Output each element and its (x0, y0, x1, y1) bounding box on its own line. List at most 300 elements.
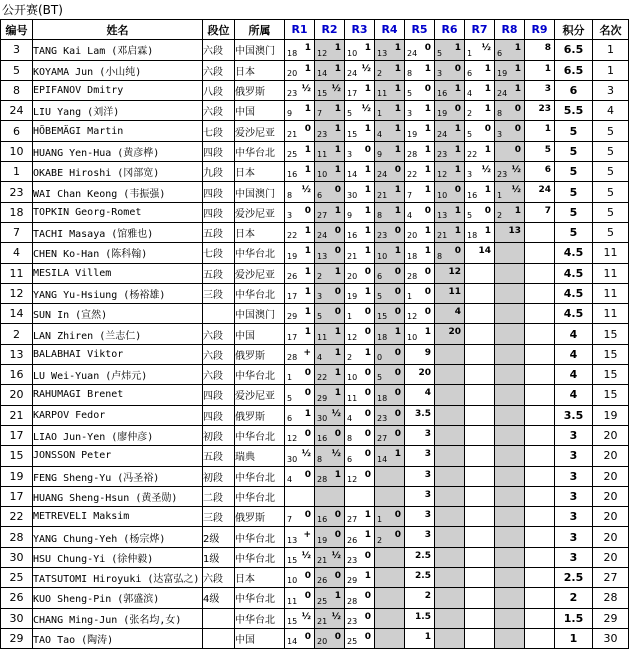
player-region: 中华台北 (235, 243, 285, 263)
player-rank: 1 (593, 40, 629, 60)
round-9-result (525, 568, 555, 588)
round-score: 3 (424, 510, 431, 521)
round-score: 14 (478, 246, 491, 257)
player-rank: 28 (593, 588, 629, 608)
player-points: 4.5 (555, 304, 593, 324)
opponent-number: 11 (287, 596, 298, 606)
round-2-result (315, 628, 345, 648)
round-1-result (285, 547, 315, 567)
round-score: 5 (544, 144, 551, 155)
round-2-result (315, 608, 345, 628)
round-score: 0 (514, 144, 521, 155)
player-points: 4 (555, 365, 593, 385)
player-name: TATSUTOMI Hiroyuki (达富弘之) (33, 568, 203, 588)
player-rank: 20 (593, 507, 629, 527)
round-score: 0 (364, 307, 371, 318)
table-row (1, 222, 629, 242)
player-name: KARPOV Fedor (33, 405, 203, 425)
round-9-result (525, 202, 555, 222)
round-3-result (345, 405, 375, 425)
round-score: ½ (301, 449, 311, 460)
round-score: 1 (334, 165, 341, 176)
opponent-number: 10 (347, 48, 358, 58)
round-score: 0 (364, 327, 371, 338)
opponent-number: 9 (377, 150, 383, 160)
round-3-result (345, 222, 375, 242)
round-score: 0 (304, 388, 311, 399)
round-5-result (405, 344, 435, 364)
round-6-result (435, 385, 465, 405)
round-6-result (435, 162, 465, 182)
round-8-result (495, 243, 525, 263)
opponent-number: 18 (467, 231, 478, 241)
opponent-number: 11 (317, 150, 328, 160)
opponent-number: 23 (317, 129, 328, 139)
round-4-result (375, 466, 405, 486)
round-9-result (525, 425, 555, 445)
opponent-number: 3 (467, 170, 473, 180)
opponent-number: 27 (377, 434, 388, 444)
round-1-result (285, 60, 315, 80)
table-row (1, 162, 629, 182)
round-7-result (465, 425, 495, 445)
round-score: 1 (514, 43, 521, 54)
player-rank: 15 (593, 324, 629, 344)
player-name: YANG Yu-Hsiung (杨裕雄) (33, 283, 203, 303)
round-1-result (285, 608, 315, 628)
round-7-result (465, 40, 495, 60)
round-score: 9 (424, 347, 431, 358)
table-row (1, 527, 629, 547)
opponent-number: 28 (317, 474, 328, 484)
round-score: 0 (394, 266, 401, 277)
round-2-result (315, 446, 345, 466)
round-score: 1 (394, 144, 401, 155)
round-3-result (345, 344, 375, 364)
table-row (1, 568, 629, 588)
round-score: 0 (394, 388, 401, 399)
player-rank: 20 (593, 425, 629, 445)
player-points: 4.5 (555, 263, 593, 283)
player-name: LIAO Jun-Yen (廖仲彦) (33, 425, 203, 445)
round-score: 0 (514, 124, 521, 135)
round-score: 1 (454, 43, 461, 54)
player-rank: 1 (593, 60, 629, 80)
player-region: 中华台北 (235, 466, 285, 486)
round-5-result (405, 628, 435, 648)
table-row (1, 365, 629, 385)
round-score: 1 (334, 43, 341, 54)
round-6-result (435, 304, 465, 324)
round-score: 1 (394, 449, 401, 460)
player-duan: 六段 (203, 324, 235, 344)
table-row (1, 446, 629, 466)
round-3-result (345, 60, 375, 80)
table-row (1, 466, 629, 486)
table-row (1, 283, 629, 303)
round-score: + (303, 347, 311, 358)
round-4-result (375, 263, 405, 283)
player-points: 6 (555, 80, 593, 100)
player-points: 3.5 (555, 405, 593, 425)
player-duan: 五段 (203, 446, 235, 466)
round-3-result (345, 466, 375, 486)
opponent-number: 21 (317, 556, 328, 566)
round-score: 3.5 (415, 408, 431, 419)
round-7-result (465, 365, 495, 385)
round-score: 1 (334, 469, 341, 480)
header-points: 积分 (555, 20, 593, 40)
round-4-result (375, 344, 405, 364)
opponent-number: 21 (437, 231, 448, 241)
round-6-result (435, 263, 465, 283)
round-2-result (315, 243, 345, 263)
round-2-result (315, 344, 345, 364)
player-id: 3 (1, 40, 33, 60)
round-score: 1 (364, 43, 371, 54)
player-id: 23 (1, 182, 33, 202)
opponent-number: 4 (347, 413, 353, 423)
round-1-result (285, 243, 315, 263)
round-8-result (495, 385, 525, 405)
round-score: 0 (364, 611, 371, 622)
player-rank: 11 (593, 243, 629, 263)
opponent-number: 12 (287, 434, 298, 444)
round-6-result (435, 202, 465, 222)
player-points: 1 (555, 628, 593, 648)
round-score: 1 (304, 104, 311, 115)
round-4-result (375, 283, 405, 303)
round-9-result (525, 60, 555, 80)
opponent-number: 18 (377, 393, 388, 403)
player-id: 5 (1, 60, 33, 80)
round-score: 2.5 (415, 571, 431, 582)
round-score: 1 (394, 63, 401, 74)
round-score: 1 (364, 510, 371, 521)
opponent-number: 5 (287, 393, 293, 403)
opponent-number: 22 (467, 150, 478, 160)
player-duan: 五段 (203, 222, 235, 242)
round-9-result (525, 466, 555, 486)
opponent-number: 5 (437, 48, 443, 58)
round-score: 1 (394, 185, 401, 196)
round-5-result (405, 385, 435, 405)
opponent-number: 12 (407, 312, 418, 322)
round-5-result (405, 202, 435, 222)
standings-table (0, 19, 629, 649)
round-score: 1 (304, 246, 311, 257)
opponent-number: 13 (317, 251, 328, 261)
opponent-number: 26 (287, 271, 298, 281)
opponent-number: 12 (317, 48, 328, 58)
opponent-number: 8 (287, 190, 293, 200)
round-score: 1 (304, 327, 311, 338)
opponent-number: 3 (287, 210, 293, 220)
opponent-number: 4 (287, 474, 293, 484)
round-9-result (525, 324, 555, 344)
round-7-result (465, 243, 495, 263)
player-rank: 20 (593, 446, 629, 466)
player-id: 17 (1, 425, 33, 445)
opponent-number: 1 (347, 312, 353, 322)
round-9-result (525, 628, 555, 648)
round-score: 0 (364, 550, 371, 561)
round-3-result (345, 162, 375, 182)
player-points: 1.5 (555, 608, 593, 628)
player-duan: 三段 (203, 283, 235, 303)
player-points: 3 (555, 425, 593, 445)
round-score: 1 (304, 63, 311, 74)
opponent-number: 23 (377, 231, 388, 241)
round-1-result (285, 101, 315, 121)
opponent-number: 1 (377, 515, 383, 525)
round-1-result (285, 222, 315, 242)
player-region: 中国 (235, 101, 285, 121)
opponent-number: 18 (377, 332, 388, 342)
round-4-result (375, 588, 405, 608)
table-row (1, 40, 629, 60)
opponent-number: 14 (347, 170, 358, 180)
table-row (1, 324, 629, 344)
opponent-number: 20 (407, 231, 418, 241)
opponent-number: 6 (377, 271, 383, 281)
round-5-result (405, 304, 435, 324)
opponent-number: 19 (347, 292, 358, 302)
round-score: 1 (304, 43, 311, 54)
round-3-result (345, 283, 375, 303)
opponent-number: 14 (287, 637, 298, 647)
round-score: 1 (364, 124, 371, 135)
player-name: EPIFANOV Dmitry (33, 80, 203, 100)
opponent-number: 5 (317, 312, 323, 322)
round-6-result (435, 121, 465, 141)
round-2-result (315, 507, 345, 527)
round-5-result (405, 568, 435, 588)
round-2-result (315, 466, 345, 486)
opponent-number: 10 (407, 332, 418, 342)
round-score: 0 (424, 266, 431, 277)
round-score: 1 (364, 347, 371, 358)
round-5-result (405, 507, 435, 527)
round-score: 0 (394, 347, 401, 358)
opponent-number: 24 (497, 89, 508, 99)
round-3-result (345, 446, 375, 466)
round-5-result (405, 486, 435, 506)
player-id: 26 (1, 588, 33, 608)
round-6-result (435, 344, 465, 364)
round-4-result (375, 222, 405, 242)
round-score: 1.5 (415, 611, 431, 622)
header-rank: 名次 (593, 20, 629, 40)
round-1-result (285, 628, 315, 648)
round-1-result (285, 385, 315, 405)
round-5-result (405, 121, 435, 141)
round-score: 1 (394, 124, 401, 135)
round-7-result (465, 486, 495, 506)
opponent-number: 20 (347, 271, 358, 281)
round-score: 7 (544, 205, 551, 216)
player-points: 5 (555, 222, 593, 242)
player-rank: 20 (593, 486, 629, 506)
player-points: 4.5 (555, 243, 593, 263)
table-row (1, 182, 629, 202)
player-duan: 二段 (203, 486, 235, 506)
round-score: 0 (394, 368, 401, 379)
round-3-result (345, 182, 375, 202)
round-score: 0 (304, 124, 311, 135)
opponent-number: 15 (317, 89, 328, 99)
round-score: 1 (454, 144, 461, 155)
player-rank: 5 (593, 121, 629, 141)
opponent-number: 18 (287, 48, 298, 58)
round-6-result (435, 182, 465, 202)
table-row (1, 507, 629, 527)
round-score: 3 (424, 449, 431, 460)
opponent-number: 7 (287, 515, 293, 525)
opponent-number: 16 (467, 190, 478, 200)
round-2-result (315, 202, 345, 222)
round-8-result (495, 141, 525, 161)
player-region: 日本 (235, 568, 285, 588)
opponent-number: 17 (287, 332, 298, 342)
round-score: 1 (394, 205, 401, 216)
round-score: 2 (424, 591, 431, 602)
round-score: 1 (304, 165, 311, 176)
round-3-result (345, 243, 375, 263)
player-rank: 4 (593, 101, 629, 121)
player-region: 中华台北 (235, 141, 285, 161)
round-score: 1 (364, 246, 371, 257)
player-region: 俄罗斯 (235, 405, 285, 425)
player-name: CHANG Ming-Jun (张名均,女) (33, 608, 203, 628)
round-3-result (345, 568, 375, 588)
round-8-result (495, 425, 525, 445)
player-name: HUANG Sheng-Hsun (黄圣勋) (33, 486, 203, 506)
table-row (1, 588, 629, 608)
round-score: + (303, 530, 311, 541)
round-score: 1 (484, 83, 491, 94)
opponent-number: 29 (317, 393, 328, 403)
round-2-result (315, 385, 345, 405)
opponent-number: 3 (347, 150, 353, 160)
round-score: 0 (304, 510, 311, 521)
player-id: 11 (1, 263, 33, 283)
round-7-result (465, 608, 495, 628)
player-duan: 六段 (203, 344, 235, 364)
round-5-result (405, 283, 435, 303)
round-1-result (285, 588, 315, 608)
round-6-result (435, 243, 465, 263)
round-4-result (375, 202, 405, 222)
opponent-number: 4 (317, 353, 323, 363)
round-score: 20 (448, 327, 461, 338)
player-points: 5 (555, 141, 593, 161)
round-score: 0 (364, 449, 371, 460)
player-region: 中国澳门 (235, 40, 285, 60)
round-6-result (435, 568, 465, 588)
opponent-number: 30 (347, 190, 358, 200)
round-score: 1 (514, 83, 521, 94)
round-1-result (285, 141, 315, 161)
round-5-result (405, 425, 435, 445)
round-score: 1 (394, 246, 401, 257)
player-name: FENG Sheng-Yu (冯圣裕) (33, 466, 203, 486)
header-r1: R1 (285, 20, 315, 40)
round-score: ½ (331, 550, 341, 561)
player-region: 中国澳门 (235, 304, 285, 324)
round-7-result (465, 466, 495, 486)
opponent-number: 5 (377, 292, 383, 302)
round-7-result (465, 222, 495, 242)
round-score: 0 (394, 408, 401, 419)
round-6-result (435, 588, 465, 608)
round-score: 0 (304, 631, 311, 642)
header-id: 编号 (1, 20, 33, 40)
player-name: TOPKIN Georg-Romet (33, 202, 203, 222)
round-8-result (495, 344, 525, 364)
round-score: 1 (334, 591, 341, 602)
round-7-result (465, 547, 495, 567)
player-name: KOYAMA Jun (小山纯) (33, 60, 203, 80)
round-score: 0 (394, 510, 401, 521)
round-score: 1 (484, 225, 491, 236)
table-row (1, 628, 629, 648)
round-score: 0 (454, 185, 461, 196)
opponent-number: 26 (347, 535, 358, 545)
opponent-number: 22 (287, 231, 298, 241)
round-4-result (375, 568, 405, 588)
player-region: 俄罗斯 (235, 344, 285, 364)
round-2-result (315, 80, 345, 100)
player-name: CHEN Ko-Han (陈科翰) (33, 243, 203, 263)
player-duan: 2级 (203, 527, 235, 547)
round-3-result (345, 101, 375, 121)
player-id: 21 (1, 405, 33, 425)
player-rank: 15 (593, 385, 629, 405)
table-row (1, 80, 629, 100)
round-score: 8 (544, 43, 551, 54)
player-rank: 30 (593, 628, 629, 648)
opponent-number: 22 (317, 373, 328, 383)
opponent-number: 28 (287, 353, 298, 363)
opponent-number: 17 (347, 89, 358, 99)
opponent-number: 3 (407, 109, 413, 119)
round-8-result (495, 40, 525, 60)
round-2-result (315, 40, 345, 60)
round-score: 1 (334, 144, 341, 155)
round-2-result (315, 101, 345, 121)
player-name: SUN In (宣然) (33, 304, 203, 324)
round-score: 0 (484, 124, 491, 135)
round-score: 0 (424, 205, 431, 216)
player-duan: 三段 (203, 507, 235, 527)
player-duan (203, 608, 235, 628)
round-score: 1 (424, 124, 431, 135)
round-score: 0 (394, 307, 401, 318)
round-1-result (285, 446, 315, 466)
round-score: 0 (334, 286, 341, 297)
round-score: 1 (364, 286, 371, 297)
round-score: 1 (454, 165, 461, 176)
round-score: 12 (448, 266, 461, 277)
opponent-number: 15 (347, 129, 358, 139)
round-score: 0 (394, 286, 401, 297)
opponent-number: 21 (317, 616, 328, 626)
player-duan (203, 304, 235, 324)
player-name: LAN Zhiren (兰志仁) (33, 324, 203, 344)
round-5-result (405, 588, 435, 608)
round-4-result (375, 60, 405, 80)
